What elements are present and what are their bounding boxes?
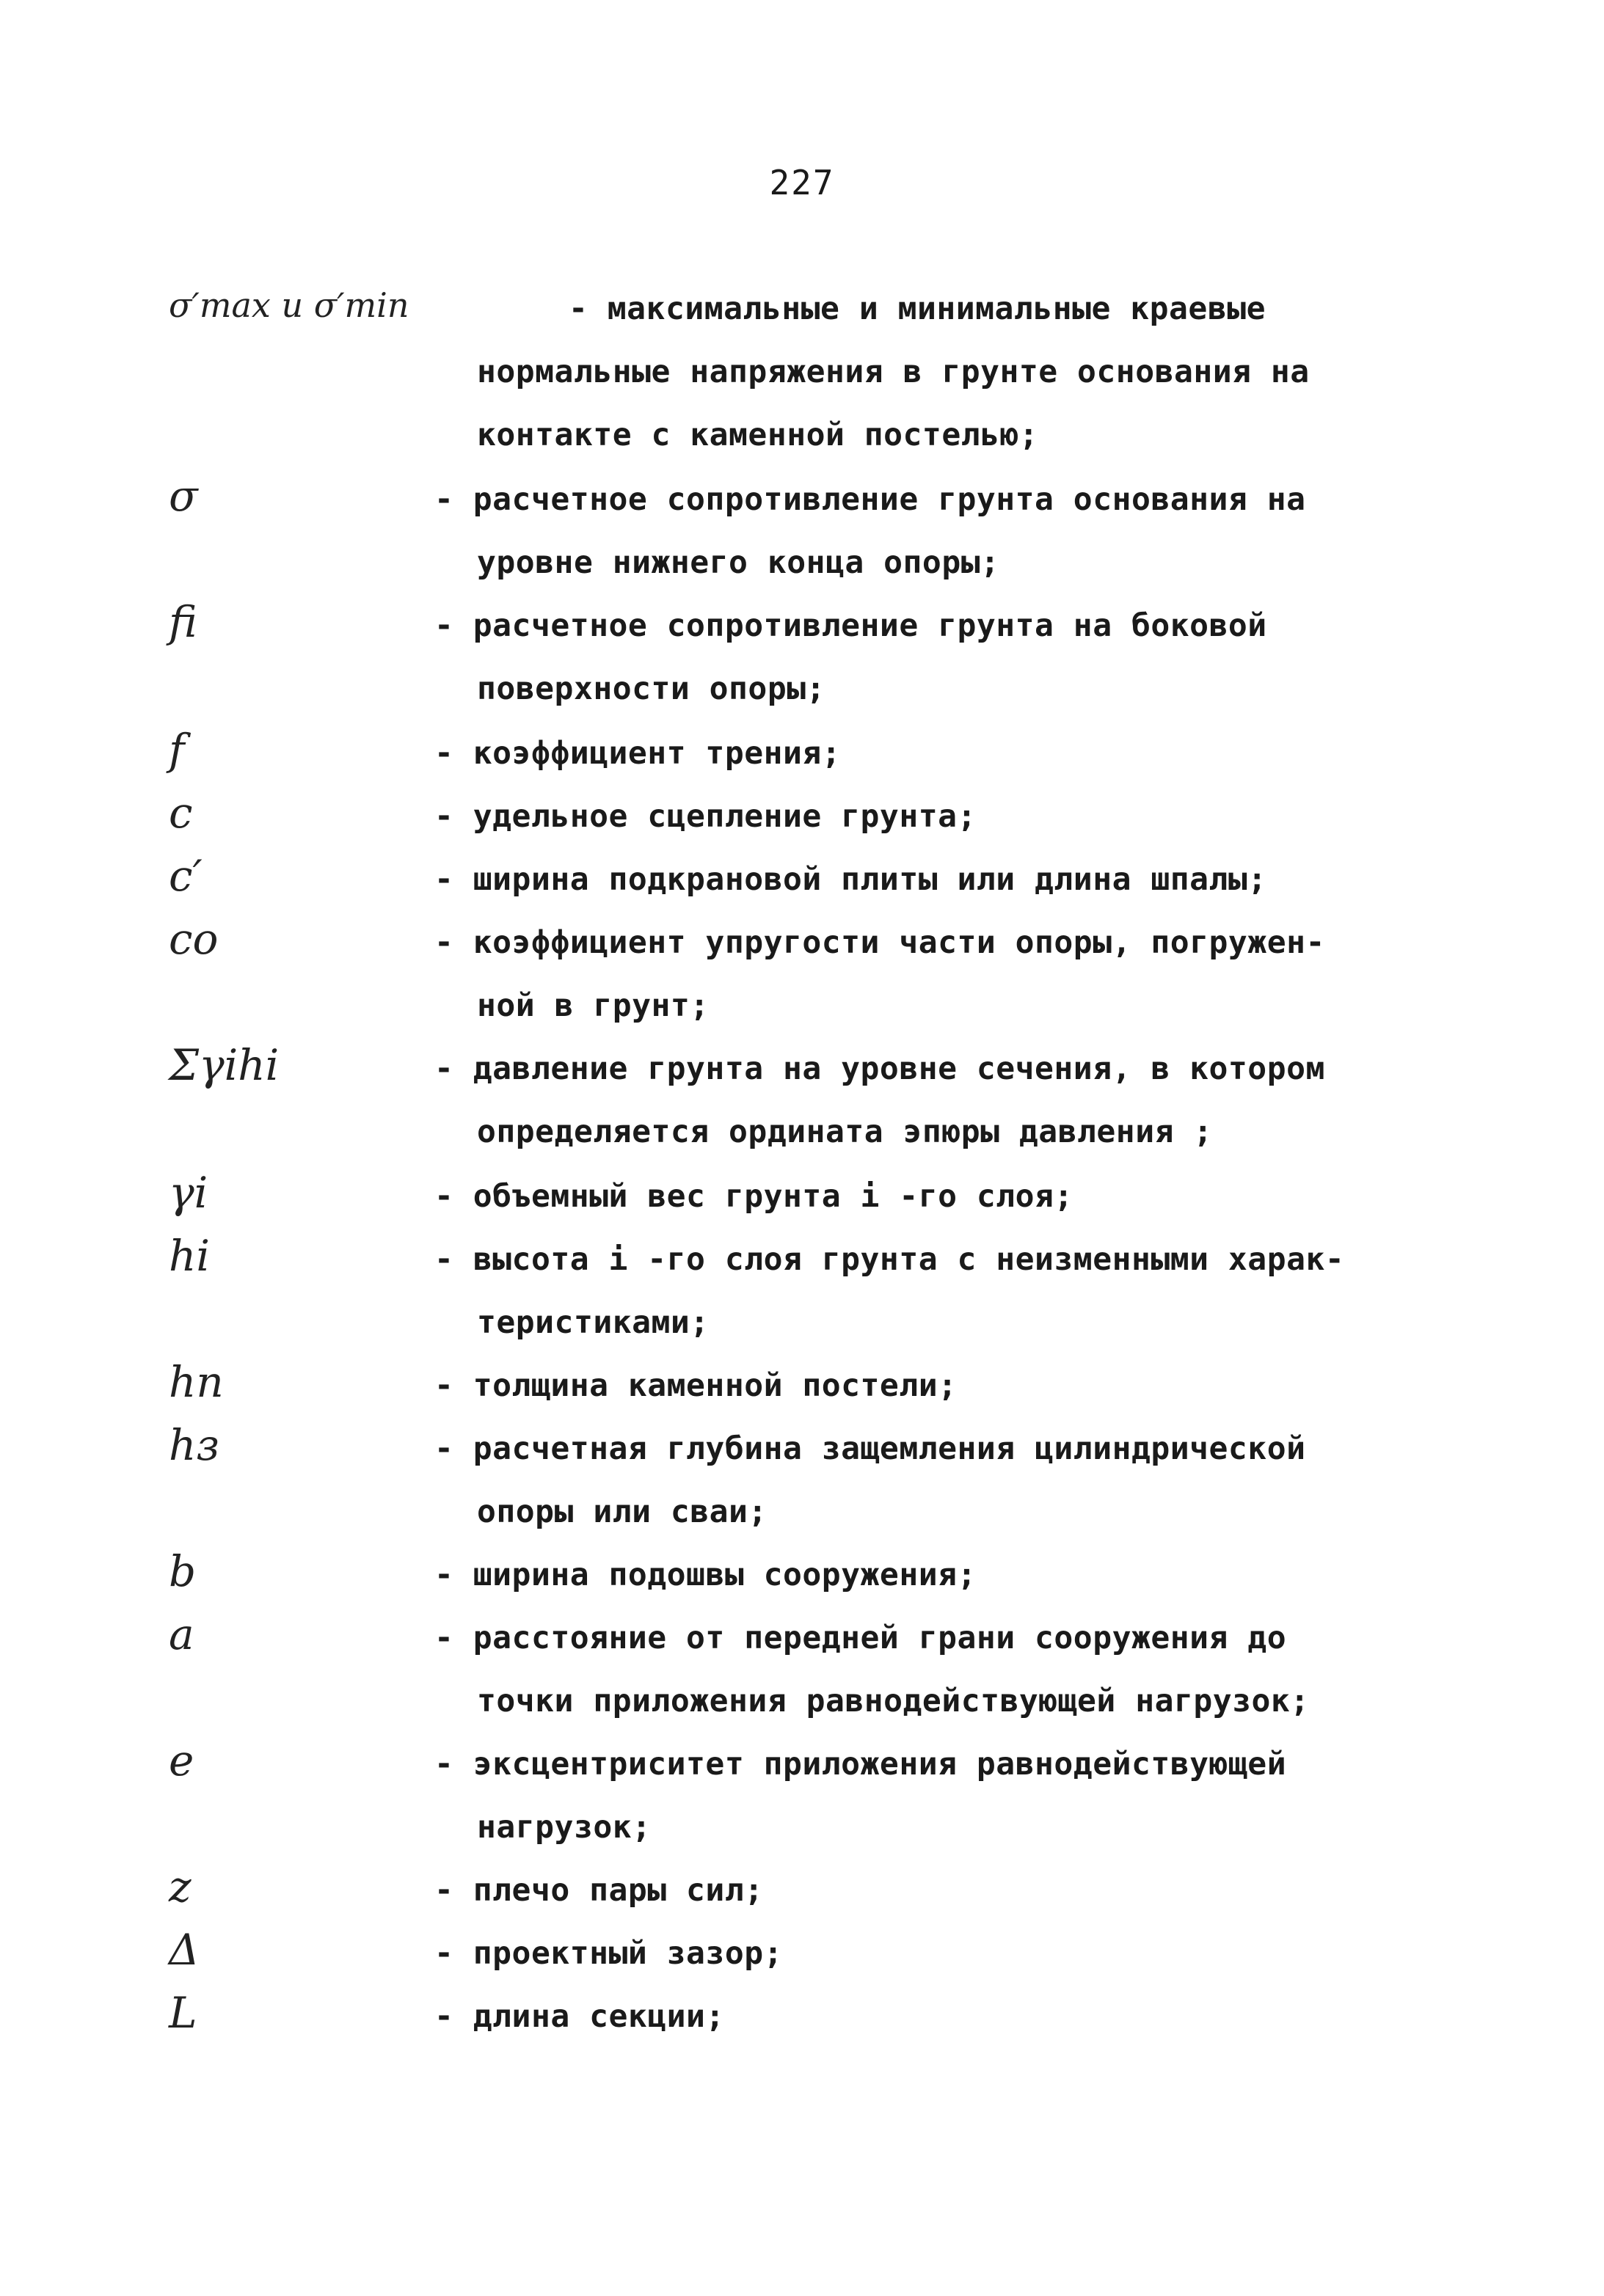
entry-symbol: hз bbox=[169, 1420, 219, 1470]
entry-definition bbox=[477, 277, 1394, 467]
definition-line: нагрузок; bbox=[477, 1809, 652, 1846]
definition-line: опоры или сваи; bbox=[477, 1494, 768, 1530]
definition-line: - эксцентриситет приложения равнодействующей bbox=[434, 1746, 1287, 1783]
definition-line: - расчетное сопротивление грунта на боковой bbox=[434, 607, 1267, 644]
definition-line: поверхности опоры; bbox=[477, 670, 825, 707]
entry-symbol: b bbox=[169, 1546, 197, 1596]
definition-line: - давление грунта на уровне сечения, в котором bbox=[434, 1050, 1325, 1087]
definition-line: - ширина подошвы сооружения; bbox=[434, 1557, 977, 1593]
definition-line: ной в грунт; bbox=[477, 987, 710, 1024]
definition-line: - высота i -го слоя грунта с неизменными харак- bbox=[434, 1241, 1345, 1278]
entry-symbol: c bbox=[169, 788, 193, 838]
entry-symbol: fi bbox=[169, 597, 197, 647]
entry-symbol: Σγihi bbox=[169, 1040, 280, 1090]
entry-definition bbox=[434, 785, 1352, 848]
entry-symbol: c′ bbox=[169, 851, 203, 901]
entry-symbol: hn bbox=[169, 1357, 224, 1407]
definition-line: определяется ордината эпюры давления ; bbox=[477, 1114, 1213, 1150]
entry-definition bbox=[434, 468, 1352, 594]
definition-line: - толщина каменной постели; bbox=[434, 1367, 958, 1404]
entry-symbol: γi bbox=[169, 1168, 208, 1218]
definition-line: контакте с каменной постелью; bbox=[477, 417, 1039, 453]
definition-line: - проектный зазор; bbox=[434, 1935, 783, 1972]
definition-line: - ширина подкрановой плиты или длина шпалы; bbox=[434, 861, 1267, 898]
definition-line: - расстояние от передней грани сооружения до bbox=[434, 1620, 1287, 1656]
page-number: 227 bbox=[769, 163, 835, 202]
entry-symbol: e bbox=[169, 1736, 194, 1785]
entry-symbol: f bbox=[169, 725, 185, 775]
definition-line: нормальные напряжения в грунте основания на bbox=[477, 354, 1310, 390]
entry-definition bbox=[434, 1228, 1352, 1354]
entry-symbol: L bbox=[169, 1988, 197, 2038]
entry-definition bbox=[434, 911, 1352, 1037]
entry-symbol: Δ bbox=[169, 1925, 200, 1975]
entry-symbol: σ bbox=[169, 471, 198, 521]
entry-definition bbox=[434, 1354, 1352, 1417]
entry-definition bbox=[434, 1859, 1352, 1922]
definition-line: уровне нижнего конца опоры; bbox=[477, 544, 1000, 581]
definition-line: - коэффициент трения; bbox=[434, 735, 842, 772]
entry-symbol: co bbox=[169, 914, 219, 964]
entry-definition bbox=[434, 1543, 1352, 1606]
entry-symbol: z bbox=[169, 1862, 192, 1912]
definition-line: - удельное сцепление грунта; bbox=[434, 798, 977, 835]
definition-line: - объемный вес грунта i -го слоя; bbox=[434, 1178, 1073, 1215]
definition-line: - максимальные и минимальные краевые bbox=[569, 290, 1266, 327]
entry-definition bbox=[434, 594, 1352, 720]
definition-line: - плечо пары сил; bbox=[434, 1872, 764, 1909]
entry-definition bbox=[434, 1417, 1352, 1543]
definition-line: - расчетная глубина защемления цилиндрической bbox=[434, 1430, 1306, 1467]
definition-line: точки приложения равнодействующей нагрузок; bbox=[477, 1683, 1310, 1719]
entry-definition bbox=[434, 722, 1352, 785]
entry-definition bbox=[434, 1037, 1352, 1163]
entry-definition bbox=[434, 1922, 1352, 1985]
entry-definition bbox=[434, 1733, 1352, 1859]
entry-symbol: a bbox=[169, 1609, 194, 1659]
entry-definition bbox=[434, 848, 1352, 911]
definition-line: теристиками; bbox=[477, 1304, 710, 1341]
definition-line: - коэффициент упругости части опоры, погружен- bbox=[434, 924, 1325, 961]
entry-definition bbox=[434, 1985, 1352, 2048]
entry-definition bbox=[434, 1165, 1352, 1228]
entry-definition bbox=[434, 1606, 1352, 1733]
entry-symbol: hi bbox=[169, 1231, 210, 1281]
definition-line: - длина секции; bbox=[434, 1998, 725, 2035]
definition-line: - расчетное сопротивление грунта основания на bbox=[434, 481, 1306, 518]
entry-symbol: σ′max и σ′min bbox=[169, 285, 409, 325]
